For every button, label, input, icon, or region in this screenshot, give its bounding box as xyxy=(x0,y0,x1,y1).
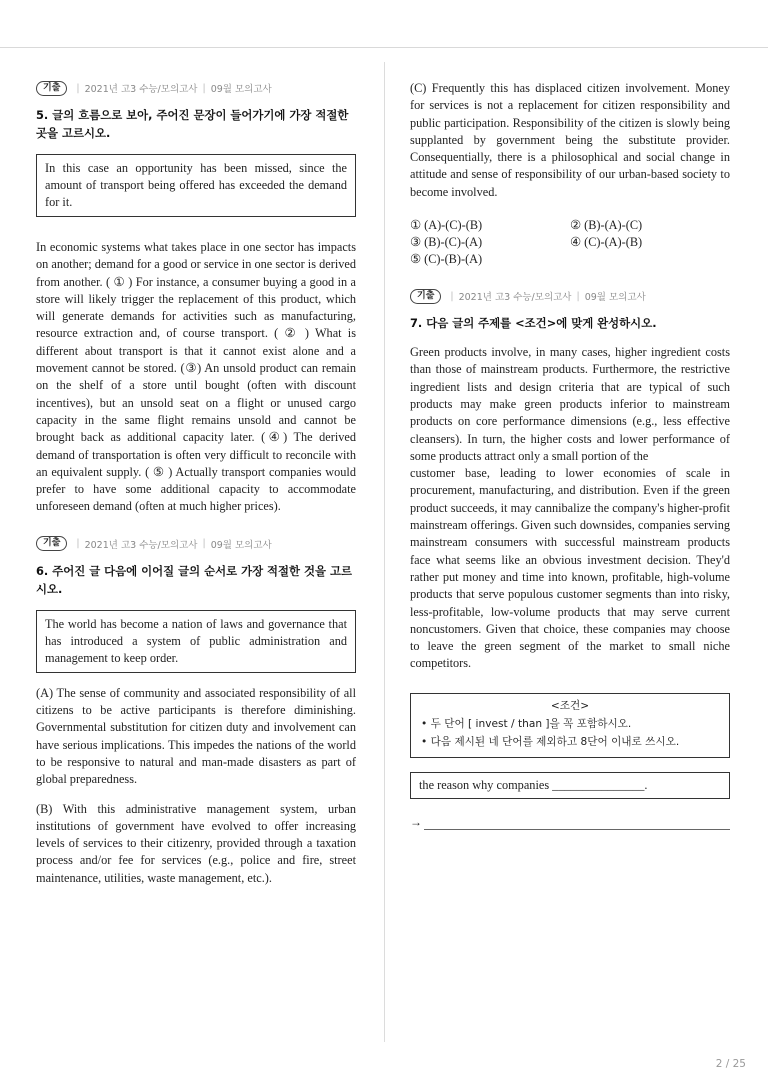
header-rule xyxy=(0,47,768,48)
q5-passage: In economic systems what takes place in one sector has impacts on another; demand for a good or service in one sector is derived from another. ( ① ) For instance, a consumer buying a good in a store will likely trigger the replacement of this product, which will generate demands for activities such as manufacturing, resource extraction and, of course transport. ( ② ) What is different about transport is that it cannot exist alone and a movement cannot be stored. (③) An unsold product can remain on the shelf of a store until bought (often with discount incentives), but an unsold seat on a flight or unused cargo capacity in the same flight remains unsold and cannot be brought back as additional capacity later. (④) The derived demand of transportation is often very difficult to reconcile with an equivalent supply. ( ⑤ ) Actually transport companies would prefer to have some additional capacity to accommodate unforeseen demand (often at much higher prices). xyxy=(36,240,356,514)
q7-conditions-title: <조건> xyxy=(550,699,590,712)
q6-choice-2[interactable]: ② (B)-(A)-(C) xyxy=(570,218,643,233)
page-number: 2 / 25 xyxy=(715,1058,746,1070)
q7-source-month: 09월 모의고사 xyxy=(584,292,646,304)
q5-given-sentence-box: In this case an opportunity has been missed, since the amount of transport being offered has exceeded the demand for it. xyxy=(36,154,356,217)
q7-answer-prompt-box[interactable]: the reason why companies _______________. xyxy=(410,772,730,799)
q5-title: 5. 글의 흐름으로 보아, 주어진 문장이 들어가기에 가장 적절한 곳을 고르시오. xyxy=(36,108,349,140)
q5-source-line: 기출 | 2021년 고3 수능/모의고사 | 09월 모의고사 xyxy=(36,80,356,96)
q6-source-month: 09월 모의고사 xyxy=(210,539,272,551)
q6-tag-badge: 기출 xyxy=(36,536,67,551)
q7-passage-part2: customer base, leading to lower economies of scale in procurement, manufacturing, and distribution. Even if the green product succeeds, it may cannibalize the company's higher-profit mainstream offerings. Given such downsides, companies serving mainstream consumers with successful mainstream products face what seems like an obvious investment decision. They'd rather put money and time into known, profitable, high-volume products that serve populous customer segments than into risky, less-profitable, low-volume products that may serve current noncustomers. Given that choice, these companies may choose to leave the green segment of the market to small niche competitors. xyxy=(410,466,730,671)
q6-paragraph-a: (A) The sense of community and associated responsibility of all citizens to be active participants is therefore diminishing. Governmental substitution for citizen duty and involvement can have serious implications. This impedes the nations of the world to be responsive to natural and man-made disasters as part of global preparedness. xyxy=(36,685,356,787)
q6-choice-5[interactable]: ⑤ (C)-(B)-(A) xyxy=(410,252,483,267)
q5-tag-badge: 기출 xyxy=(36,81,67,96)
right-column xyxy=(410,80,730,830)
q7-condition-2: • 다음 제시된 네 단어를 제외하고 8단어 이내로 쓰시오. xyxy=(421,735,680,748)
q7-answer-line[interactable] xyxy=(410,815,730,830)
answer-blank-line[interactable] xyxy=(424,817,730,830)
q7-condition-1: • 두 단어 [ invest / than ]을 꼭 포함하시오. xyxy=(421,717,632,730)
q7-source-exam: 2021년 고3 수능/모의고사 xyxy=(458,292,572,304)
q6-title: 6. 주어진 글 다음에 이어질 글의 순서로 가장 적절한 것을 고르시오. xyxy=(36,563,352,596)
q7-tag-badge: 기출 xyxy=(410,289,441,304)
q6-choices xyxy=(410,217,730,268)
q7-source-line: 기출 | 2021년 고3 수능/모의고사 | 09월 모의고사 xyxy=(410,288,730,304)
q6-given-box: The world has become a nation of laws and governance that has introduced a system of public administration and management to keep order. xyxy=(36,610,356,673)
q7-passage-part1: Green products involve, in many cases, higher ingredient costs than those of mainstream products. Furthermore, the restrictive ingredient lists and design criteria that are typical of such products may make green products inferior to mainstream products on core performance dimensions (e.g., less effective cleansers). In turn, the higher costs and lower performance of some products attract only a small portion of the xyxy=(410,345,730,463)
arrow-icon: → xyxy=(410,814,422,829)
left-column xyxy=(36,80,356,887)
q6-source-exam: 2021년 고3 수능/모의고사 xyxy=(84,539,198,551)
q6-choice-4[interactable]: ④ (C)-(A)-(B) xyxy=(570,235,643,250)
q5-source-month: 09월 모의고사 xyxy=(210,84,272,95)
q6-source-line: 기출 | 2021년 고3 수능/모의고사 | 09월 모의고사 xyxy=(36,536,356,552)
q6-choice-3[interactable]: ③ (B)-(C)-(A) xyxy=(410,235,483,250)
q7-conditions-box xyxy=(410,693,730,758)
q5-source-exam: 2021년 고3 수능/모의고사 xyxy=(84,84,198,95)
q7-title: 7. 다음 글의 주제를 <조건>에 맞게 완성하시오. xyxy=(410,316,657,331)
q6-paragraph-c: (C) Frequently this has displaced citizen involvement. Money for services is not a replacement for citizen responsibility and public participation. Responsibility of the citizen is slowly being supplanted by government being the substitute provider. Consequentially, there is a philosophical and social change in attitude and sense of responsibility of our urban-based society to become involved. xyxy=(410,81,730,199)
q6-choice-1[interactable]: ① (A)-(C)-(B) xyxy=(410,218,483,233)
q6-paragraph-b: (B) With this administrative management system, urban institutions of government have evolved to offer increasing levels of services to their citizenry, provided through a taxation process and/or fee for services (e.g., police and fire, street maintenance, utilities, waste management, etc.). xyxy=(36,801,356,885)
column-divider xyxy=(384,62,385,1042)
